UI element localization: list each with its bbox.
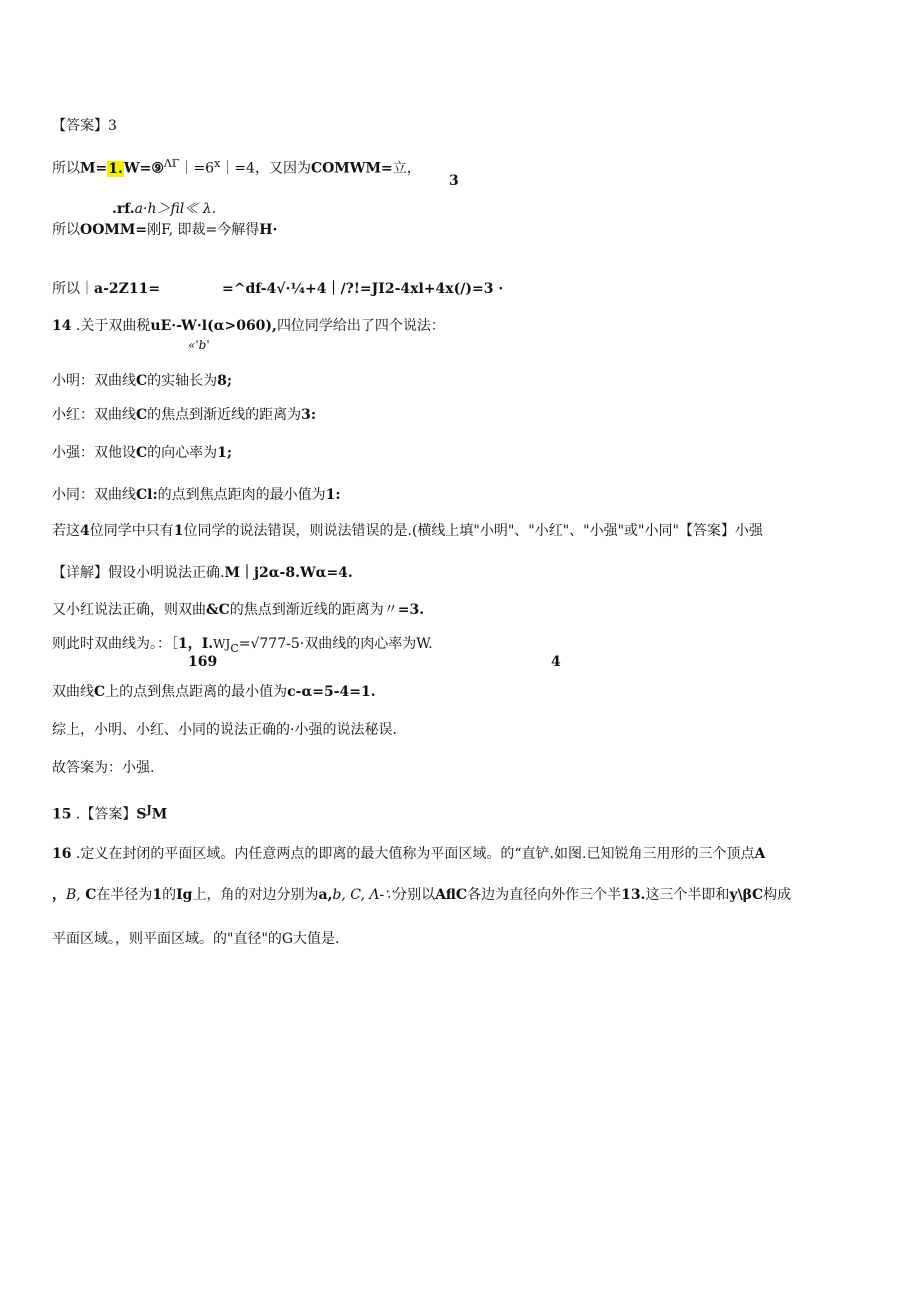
question-number: 15: [52, 806, 72, 823]
answer-text: 【答案】3: [52, 118, 117, 134]
text-body: 分别以: [393, 887, 436, 903]
text-body: .【答案】: [71, 806, 137, 823]
math-superscript: J: [146, 803, 152, 816]
text-body: 各边为直径向外作三个半: [467, 887, 622, 903]
question-14-prompt: [52, 522, 763, 540]
math-bold: a,: [318, 887, 333, 903]
text-body: 的: [162, 887, 177, 903]
text-punct: ，: [52, 887, 66, 903]
text-body: 在半径为: [96, 887, 153, 903]
math-text: ｜=4，又因为: [220, 160, 311, 177]
text-prefix: 所以｜: [52, 281, 94, 297]
detail-line-2: [52, 601, 424, 619]
math-bold: 1: [152, 887, 163, 903]
text-body: 的焦点到渐近线的距离为: [147, 407, 302, 423]
math-bold: &C: [206, 602, 230, 618]
question-16-line-2: [52, 886, 791, 904]
text-body: .关于双曲税: [71, 318, 151, 334]
math-superscript: ΛΓ: [163, 157, 180, 170]
answer-label-prev: [52, 117, 117, 135]
text-body: 位同学中只有: [89, 523, 174, 539]
text-body: 的实轴长为: [147, 373, 218, 389]
text-body: 的点到焦点距肉的最小值为: [157, 487, 326, 503]
text-body: 故答案为：小强.: [52, 760, 155, 776]
math-bold: A: [754, 846, 766, 862]
math-bold: C: [136, 373, 148, 389]
math-bold: M｜j2α-8.Wα=4.: [224, 565, 353, 581]
math-subscript: C: [230, 641, 239, 655]
math-fragment: [112, 200, 216, 218]
text-body: 构成: [763, 887, 792, 903]
solution-line-1: [52, 155, 421, 178]
text-body: .定义在封闭的平面区域。内任意两点的即离的最大值称为平面区域。的“直铲.如图.已知锐角三用形的三个顶点: [71, 846, 755, 862]
question-16-line-3: [52, 930, 340, 948]
math-bold: W=⑨: [123, 160, 164, 177]
text-prefix: 则此时双曲线为。：［: [52, 636, 178, 652]
text-prefix: 小强：双他设: [52, 445, 136, 461]
question-15: [52, 801, 167, 824]
math-bold: c-α=5-4=1.: [287, 684, 376, 700]
question-14: [52, 317, 445, 335]
math-bold: Cl:: [136, 487, 158, 503]
math-bold: =^df-4√·¼+4｜∕?!=JI2-4xl+4x(∕)=3: [222, 281, 494, 297]
text-prefix: 所以: [52, 160, 80, 177]
math-bold: a-2Z11=: [94, 281, 161, 297]
text-body: 四位同学给出了四个说法：: [276, 318, 445, 334]
text-body: 这三个半即和: [645, 887, 730, 903]
math-bold: C: [94, 684, 106, 700]
text-body: 综上，小明、小红、小同的说法正确的·小强的说法秘误.: [52, 722, 397, 738]
math-italic: a·h＞fil≪ λ.: [134, 201, 217, 217]
text-prefix: 所以: [52, 222, 80, 238]
text-body: 位同学的说法错误，则说法错误的是.(横线上填"小明"、"小红"、"小强"或"小同"【答案】小强: [183, 523, 763, 539]
fraction-denominator-left: 169: [188, 654, 218, 670]
detail-line-1: [52, 564, 353, 582]
math-superscript: x: [214, 157, 221, 170]
text-prefix: 【详解】假设小明说法正确.: [52, 565, 225, 581]
math-bold: AflC: [435, 887, 468, 903]
math-bold: M=: [80, 160, 108, 177]
math-bold: y\βC: [729, 887, 764, 903]
math-bold: 1:: [325, 487, 341, 503]
text-prefix: 小明：双曲线: [52, 373, 136, 389]
math-expression: [222, 280, 503, 298]
highlighted-math: 1.: [108, 160, 123, 177]
statement-xiaotong: [52, 486, 341, 504]
math-text: 立，: [392, 160, 421, 177]
text-body: 的焦点到渐近线的距离为〃: [229, 602, 398, 618]
text-body: 的向心率为: [147, 445, 218, 461]
math-bold: uE·-W·l(α>060),: [150, 318, 277, 334]
math-bold: =3.: [397, 602, 425, 618]
math-text: ｜=6: [179, 160, 215, 177]
detail-line-5: [52, 721, 397, 739]
detail-line-3: [52, 635, 433, 658]
text-body: =√777-5·双曲线的肉心率为W.: [238, 636, 433, 652]
statement-xiaoming: [52, 372, 232, 390]
math-bold: Ig: [176, 887, 193, 903]
math-bold: 1: [173, 523, 184, 539]
math-text: ·: [493, 281, 504, 297]
fraction-denominator-right: 4: [551, 654, 561, 670]
statement-xiaoqiang: [52, 444, 232, 462]
text-body: 平面区域。，则平面区域。的"直径"的G大值是.: [52, 931, 340, 947]
math-bold: OOMM=: [80, 222, 148, 238]
math-bold: C: [85, 887, 97, 903]
math-bold: S: [136, 806, 147, 823]
statement-xiaohong: [52, 406, 316, 424]
text-prefix: 小同：双曲线: [52, 487, 136, 503]
text-prefix: 若这: [52, 523, 80, 539]
question-number: 14: [52, 318, 72, 334]
text-prefix: 小红：双曲线: [52, 407, 136, 423]
math-bold: 4: [80, 523, 90, 539]
math-bold: C: [136, 445, 148, 461]
math-italic: B,: [66, 887, 86, 903]
math-bold: M: [151, 806, 168, 823]
denominator: 3: [449, 173, 459, 189]
math-bold: 3:: [301, 407, 317, 423]
detail-line-6: [52, 759, 154, 777]
math-bold: 8;: [217, 373, 233, 389]
text-body: 刚F, 即裁=今解得: [147, 222, 260, 238]
question-number: 16: [52, 846, 72, 862]
math-subscript-line: «'b': [188, 338, 210, 352]
question-16-line-1: [52, 845, 765, 863]
math-bold: C: [136, 407, 148, 423]
text-prefix: 双曲线: [52, 684, 94, 700]
solution-line-3: [52, 280, 160, 298]
math-bold: 1;: [217, 445, 233, 461]
math-bold: COMWM=: [310, 160, 393, 177]
text-prefix: 又小红说法正确，则双曲: [52, 602, 206, 618]
math-bold: 13.: [621, 887, 646, 903]
math-bold: 1，I.: [178, 636, 214, 652]
solution-line-2: [52, 221, 277, 239]
math-text: WJ: [213, 637, 231, 651]
math-bold: H·: [259, 222, 278, 238]
text-body: 上，角的对边分别为: [192, 887, 319, 903]
text-body: 上的点到焦点距离的最小值为: [105, 684, 288, 700]
detail-line-4: [52, 683, 376, 701]
math-bold: .rf.: [112, 201, 135, 217]
math-italic: b, C, Λ-∵: [332, 887, 394, 903]
